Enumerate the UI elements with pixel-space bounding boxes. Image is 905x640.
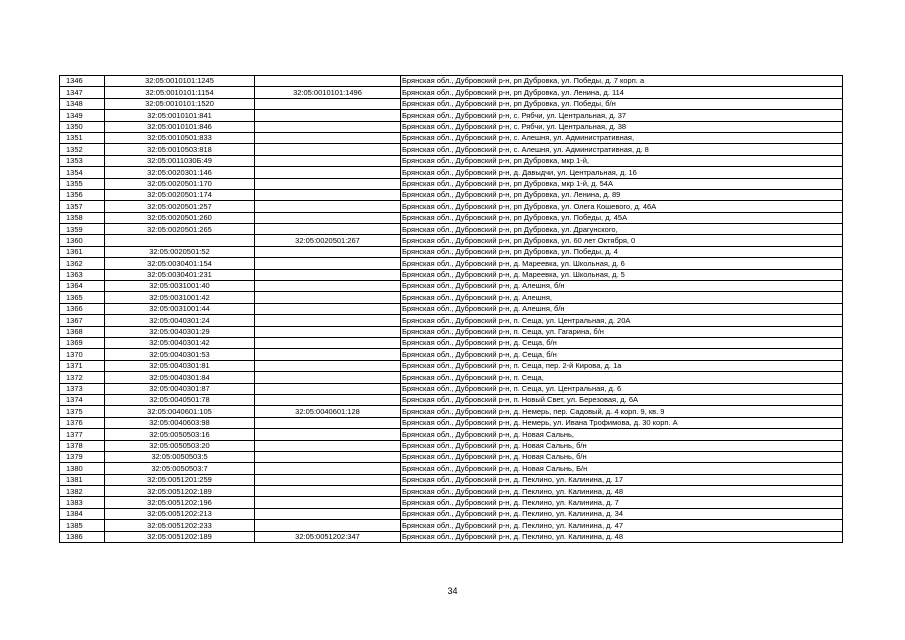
table-row <box>60 258 843 269</box>
address-cell: Брянская обл., Дубровский р-н, д. Пеклино, ул. Калинина, д. 48 <box>401 531 843 542</box>
table-row <box>60 451 843 462</box>
cadastral-number-cell: 32:05:0051201:259 <box>105 474 255 485</box>
address-cell: Брянская обл., Дубровский р-н, д. Немерь, ул. Ивана Трофимова, д. 30 корп. А <box>401 417 843 428</box>
address-cell: Брянская обл., Дубровский р-н, д. Мареевка, ул. Школьная, д. 6 <box>401 258 843 269</box>
table-row <box>60 167 843 178</box>
row-number-cell: 1372 <box>60 372 105 383</box>
cadastral-number-2-cell <box>255 474 401 485</box>
address-cell: Брянская обл., Дубровский р-н, с. Рябчи, ул. Центральная, д. 37 <box>401 110 843 121</box>
row-number-cell: 1348 <box>60 98 105 109</box>
row-number-cell: 1366 <box>60 303 105 314</box>
table-row <box>60 144 843 155</box>
cadastral-number-2-cell <box>255 383 401 394</box>
address-cell: Брянская обл., Дубровский р-н, рп Дубровка, ул. 60 лет Октября, 0 <box>401 235 843 246</box>
cadastral-number-cell: 32:05:0010101:841 <box>105 110 255 121</box>
cadastral-number-2-cell <box>255 212 401 223</box>
cadastral-number-2-cell <box>255 201 401 212</box>
table-row <box>60 269 843 280</box>
cadastral-number-2-cell <box>255 167 401 178</box>
cadastral-number-2-cell: 32:05:0010101:1496 <box>255 87 401 98</box>
row-number-cell: 1367 <box>60 315 105 326</box>
cadastral-number-2-cell <box>255 292 401 303</box>
cadastral-number-2-cell <box>255 417 401 428</box>
table-row <box>60 394 843 405</box>
row-number-cell: 1349 <box>60 110 105 121</box>
cadastral-number-cell: 32:05:0020501:52 <box>105 246 255 257</box>
row-number-cell: 1363 <box>60 269 105 280</box>
row-number-cell: 1386 <box>60 531 105 542</box>
row-number-cell: 1371 <box>60 360 105 371</box>
table-row <box>60 178 843 189</box>
address-cell: Брянская обл., Дубровский р-н, с. Алешня, ул. Административная, <box>401 132 843 143</box>
cadastral-number-cell: 32:05:0010101:846 <box>105 121 255 132</box>
address-cell: Брянская обл., Дубровский р-н, рп Дубровка, ул. Победы, д. 7 корп. а <box>401 76 843 87</box>
table-row <box>60 337 843 348</box>
row-number-cell: 1355 <box>60 178 105 189</box>
cadastral-number-2-cell <box>255 132 401 143</box>
cadastral-number-2-cell <box>255 76 401 87</box>
address-cell: Брянская обл., Дубровский р-н, рп Дубровка, ул. Победы, б/н <box>401 98 843 109</box>
row-number-cell: 1364 <box>60 281 105 292</box>
table-row <box>60 201 843 212</box>
address-cell: Брянская обл., Дубровский р-н, д. Сеща, б/н <box>401 349 843 360</box>
table-row <box>60 121 843 132</box>
row-number-cell: 1376 <box>60 417 105 428</box>
cadastral-number-cell: 32:05:0010101:1245 <box>105 76 255 87</box>
table-row <box>60 531 843 542</box>
table-row <box>60 360 843 371</box>
address-cell: Брянская обл., Дубровский р-н, рп Дубровка, ул. Победы, д. 45А <box>401 212 843 223</box>
address-cell: Брянская обл., Дубровский р-н, п. Сеща, ул. Центральная, д. 20А <box>401 315 843 326</box>
table-row <box>60 508 843 519</box>
address-cell: Брянская обл., Дубровский р-н, рп Дубровка, ул. Ленина, д. 89 <box>401 189 843 200</box>
address-cell: Брянская обл., Дубровский р-н, рп Дубровка, ул. Победы, д. 4 <box>401 246 843 257</box>
cadastral-number-2-cell <box>255 440 401 451</box>
cadastral-number-2-cell <box>255 303 401 314</box>
address-cell: Брянская обл., Дубровский р-н, д. Пеклино, ул. Калинина, д. 7 <box>401 497 843 508</box>
table-row <box>60 497 843 508</box>
cadastral-number-2-cell <box>255 394 401 405</box>
cadastral-number-2-cell <box>255 281 401 292</box>
address-cell: Брянская обл., Дубровский р-н, с. Рябчи, ул. Центральная, д. 38 <box>401 121 843 132</box>
row-number-cell: 1359 <box>60 224 105 235</box>
cadastral-number-cell: 32:05:0051202:189 <box>105 531 255 542</box>
cadastral-number-cell: 32:05:0020501:257 <box>105 201 255 212</box>
cadastral-number-cell: 32:05:0010503:818 <box>105 144 255 155</box>
cadastral-number-2-cell <box>255 189 401 200</box>
address-cell: Брянская обл., Дубровский р-н, д. Новая Сальнь, <box>401 429 843 440</box>
cadastral-number-cell: 32:05:0050503:16 <box>105 429 255 440</box>
row-number-cell: 1361 <box>60 246 105 257</box>
cadastral-number-2-cell <box>255 224 401 235</box>
cadastral-number-2-cell <box>255 520 401 531</box>
row-number-cell: 1379 <box>60 451 105 462</box>
row-number-cell: 1360 <box>60 235 105 246</box>
cadastral-number-2-cell <box>255 121 401 132</box>
cadastral-number-cell: 32:05:0050503:20 <box>105 440 255 451</box>
address-cell: Брянская обл., Дубровский р-н, д. Алешня, <box>401 292 843 303</box>
cadastral-number-cell: 32:05:0050503:7 <box>105 463 255 474</box>
table-row <box>60 440 843 451</box>
cadastral-number-2-cell: 32:05:0020501:267 <box>255 235 401 246</box>
table-row <box>60 406 843 417</box>
cadastral-number-cell: 32:05:0040301:29 <box>105 326 255 337</box>
row-number-cell: 1374 <box>60 394 105 405</box>
address-cell: Брянская обл., Дубровский р-н, рп Дубровка, ул. Ленина, д. 114 <box>401 87 843 98</box>
address-cell: Брянская обл., Дубровский р-н, п. Сеща, ул. Гагарина, б/н <box>401 326 843 337</box>
cadastral-number-2-cell <box>255 463 401 474</box>
address-cell: Брянская обл., Дубровский р-н, д. Пеклино, ул. Калинина, д. 48 <box>401 486 843 497</box>
cadastral-number-2-cell <box>255 360 401 371</box>
registry-table <box>59 75 843 543</box>
row-number-cell: 1381 <box>60 474 105 485</box>
cadastral-number-2-cell <box>255 315 401 326</box>
cadastral-number-2-cell <box>255 372 401 383</box>
row-number-cell: 1375 <box>60 406 105 417</box>
cadastral-number-cell: 32:05:0040501:78 <box>105 394 255 405</box>
row-number-cell: 1358 <box>60 212 105 223</box>
row-number-cell: 1354 <box>60 167 105 178</box>
cadastral-number-cell: 32:05:0030401:154 <box>105 258 255 269</box>
address-cell: Брянская обл., Дубровский р-н, д. Пеклино, ул. Калинина, д. 47 <box>401 520 843 531</box>
cadastral-number-cell: 32:05:0051202:213 <box>105 508 255 519</box>
cadastral-number-cell: 32:05:0031001:44 <box>105 303 255 314</box>
address-cell: Брянская обл., Дубровский р-н, д. Алешня, б/н <box>401 303 843 314</box>
row-number-cell: 1369 <box>60 337 105 348</box>
row-number-cell: 1346 <box>60 76 105 87</box>
address-cell: Брянская обл., Дубровский р-н, д. Новая Сальнь, Б/н <box>401 463 843 474</box>
cadastral-number-2-cell <box>255 508 401 519</box>
row-number-cell: 1365 <box>60 292 105 303</box>
cadastral-number-2-cell <box>255 258 401 269</box>
address-cell: Брянская обл., Дубровский р-н, рп Дубровка, мкр 1-й, <box>401 155 843 166</box>
row-number-cell: 1385 <box>60 520 105 531</box>
row-number-cell: 1383 <box>60 497 105 508</box>
row-number-cell: 1380 <box>60 463 105 474</box>
row-number-cell: 1356 <box>60 189 105 200</box>
cadastral-number-2-cell <box>255 349 401 360</box>
table-row <box>60 246 843 257</box>
row-number-cell: 1353 <box>60 155 105 166</box>
address-cell: Брянская обл., Дубровский р-н, с. Алешня, ул. Административная, д. 8 <box>401 144 843 155</box>
row-number-cell: 1377 <box>60 429 105 440</box>
row-number-cell: 1373 <box>60 383 105 394</box>
cadastral-number-2-cell: 32:05:0040601:128 <box>255 406 401 417</box>
table-row <box>60 383 843 394</box>
address-cell: Брянская обл., Дубровский р-н, д. Мареевка, ул. Школьная, д. 5 <box>401 269 843 280</box>
cadastral-number-cell: 32:05:0050503:5 <box>105 451 255 462</box>
cadastral-number-2-cell <box>255 337 401 348</box>
cadastral-number-2-cell <box>255 269 401 280</box>
table-row <box>60 315 843 326</box>
table-row <box>60 463 843 474</box>
table-row <box>60 76 843 87</box>
row-number-cell: 1352 <box>60 144 105 155</box>
table-row <box>60 87 843 98</box>
table-row <box>60 155 843 166</box>
address-cell: Брянская обл., Дубровский р-н, д. Алешня, б/н <box>401 281 843 292</box>
cadastral-number-cell: 32:05:0031001:40 <box>105 281 255 292</box>
cadastral-number-cell: 32:05:0031001:42 <box>105 292 255 303</box>
cadastral-number-cell: 32:05:0040301:87 <box>105 383 255 394</box>
address-cell: Брянская обл., Дубровский р-н, п. Сеща, ул. Центральная, д. 6 <box>401 383 843 394</box>
row-number-cell: 1378 <box>60 440 105 451</box>
cadastral-number-2-cell <box>255 144 401 155</box>
cadastral-number-cell: 32:05:0010101:1520 <box>105 98 255 109</box>
page-number: 34 <box>447 586 458 596</box>
address-cell: Брянская обл., Дубровский р-н, д. Пеклино, ул. Калинина, д. 34 <box>401 508 843 519</box>
cadastral-number-2-cell <box>255 429 401 440</box>
table-row <box>60 372 843 383</box>
address-cell: Брянская обл., Дубровский р-н, д. Пеклино, ул. Калинина, д. 17 <box>401 474 843 485</box>
cadastral-number-cell: 32:05:0040301:53 <box>105 349 255 360</box>
table-row <box>60 212 843 223</box>
cadastral-number-cell: 32:05:0030401:231 <box>105 269 255 280</box>
cadastral-number-cell: 32:05:0040301:42 <box>105 337 255 348</box>
table-row <box>60 303 843 314</box>
cadastral-number-cell: 32:05:0051202:233 <box>105 520 255 531</box>
table-row <box>60 349 843 360</box>
cadastral-number-cell <box>105 235 255 246</box>
table-row <box>60 235 843 246</box>
cadastral-number-cell: 32:05:0051202:189 <box>105 486 255 497</box>
cadastral-number-cell: 32:05:0010101:1154 <box>105 87 255 98</box>
cadastral-number-cell: 32:05:0040301:84 <box>105 372 255 383</box>
address-cell: Брянская обл., Дубровский р-н, п. Сеща, <box>401 372 843 383</box>
row-number-cell: 1382 <box>60 486 105 497</box>
table-row <box>60 429 843 440</box>
table-row <box>60 98 843 109</box>
row-number-cell: 1368 <box>60 326 105 337</box>
table-row <box>60 132 843 143</box>
cadastral-number-cell: 32:05:0020501:260 <box>105 212 255 223</box>
address-cell: Брянская обл., Дубровский р-н, п. Новый Свет, ул. Березовая, д. 6А <box>401 394 843 405</box>
table-row <box>60 417 843 428</box>
row-number-cell: 1357 <box>60 201 105 212</box>
cadastral-number-cell: 32:05:0051202:196 <box>105 497 255 508</box>
table-row <box>60 292 843 303</box>
table-row <box>60 520 843 531</box>
table-row <box>60 486 843 497</box>
cadastral-number-2-cell <box>255 98 401 109</box>
cadastral-number-2-cell <box>255 178 401 189</box>
address-cell: Брянская обл., Дубровский р-н, рп Дубровка, ул. Драгунского, <box>401 224 843 235</box>
address-cell: Брянская обл., Дубровский р-н, д. Новая Сальнь, б/н <box>401 440 843 451</box>
row-number-cell: 1362 <box>60 258 105 269</box>
cadastral-number-2-cell <box>255 497 401 508</box>
cadastral-number-cell: 32:05:0010501:833 <box>105 132 255 143</box>
address-cell: Брянская обл., Дубровский р-н, д. Сеща, б/н <box>401 337 843 348</box>
table-row <box>60 189 843 200</box>
cadastral-number-cell: 32:05:0020501:265 <box>105 224 255 235</box>
row-number-cell: 1347 <box>60 87 105 98</box>
cadastral-number-2-cell <box>255 326 401 337</box>
table-row <box>60 474 843 485</box>
cadastral-number-2-cell <box>255 155 401 166</box>
cadastral-number-2-cell: 32:05:0051202:347 <box>255 531 401 542</box>
table-row <box>60 281 843 292</box>
cadastral-number-cell: 32:05:0040301:24 <box>105 315 255 326</box>
address-cell: Брянская обл., Дубровский р-н, рп Дубровка, мкр 1-й, д. 54А <box>401 178 843 189</box>
cadastral-number-cell: 32:05:0011030Б:49 <box>105 155 255 166</box>
cadastral-number-cell: 32:05:0040301:81 <box>105 360 255 371</box>
cadastral-number-2-cell <box>255 486 401 497</box>
cadastral-number-cell: 32:05:0020501:174 <box>105 189 255 200</box>
cadastral-number-2-cell <box>255 110 401 121</box>
address-cell: Брянская обл., Дубровский р-н, рп Дубровка, ул. Олега Кошевого, д. 46А <box>401 201 843 212</box>
cadastral-number-2-cell <box>255 451 401 462</box>
cadastral-number-cell: 32:05:0020501:170 <box>105 178 255 189</box>
registry-table-body <box>60 76 843 543</box>
cadastral-number-cell: 32:05:0040603:98 <box>105 417 255 428</box>
cadastral-number-2-cell <box>255 246 401 257</box>
cadastral-number-cell: 32:05:0020301:146 <box>105 167 255 178</box>
row-number-cell: 1384 <box>60 508 105 519</box>
row-number-cell: 1351 <box>60 132 105 143</box>
address-cell: Брянская обл., Дубровский р-н, д. Давыдчи, ул. Центральная, д. 16 <box>401 167 843 178</box>
row-number-cell: 1350 <box>60 121 105 132</box>
table-row <box>60 224 843 235</box>
address-cell: Брянская обл., Дубровский р-н, д. Новая Сальнь, б/н <box>401 451 843 462</box>
address-cell: Брянская обл., Дубровский р-н, п. Сеща, пер. 2-й Кирова, д. 1а <box>401 360 843 371</box>
table-row <box>60 110 843 121</box>
cadastral-number-cell: 32:05:0040601:105 <box>105 406 255 417</box>
row-number-cell: 1370 <box>60 349 105 360</box>
table-row <box>60 326 843 337</box>
address-cell: Брянская обл., Дубровский р-н, д. Немерь, пер. Садовый, д. 4 корп. 9, кв. 9 <box>401 406 843 417</box>
